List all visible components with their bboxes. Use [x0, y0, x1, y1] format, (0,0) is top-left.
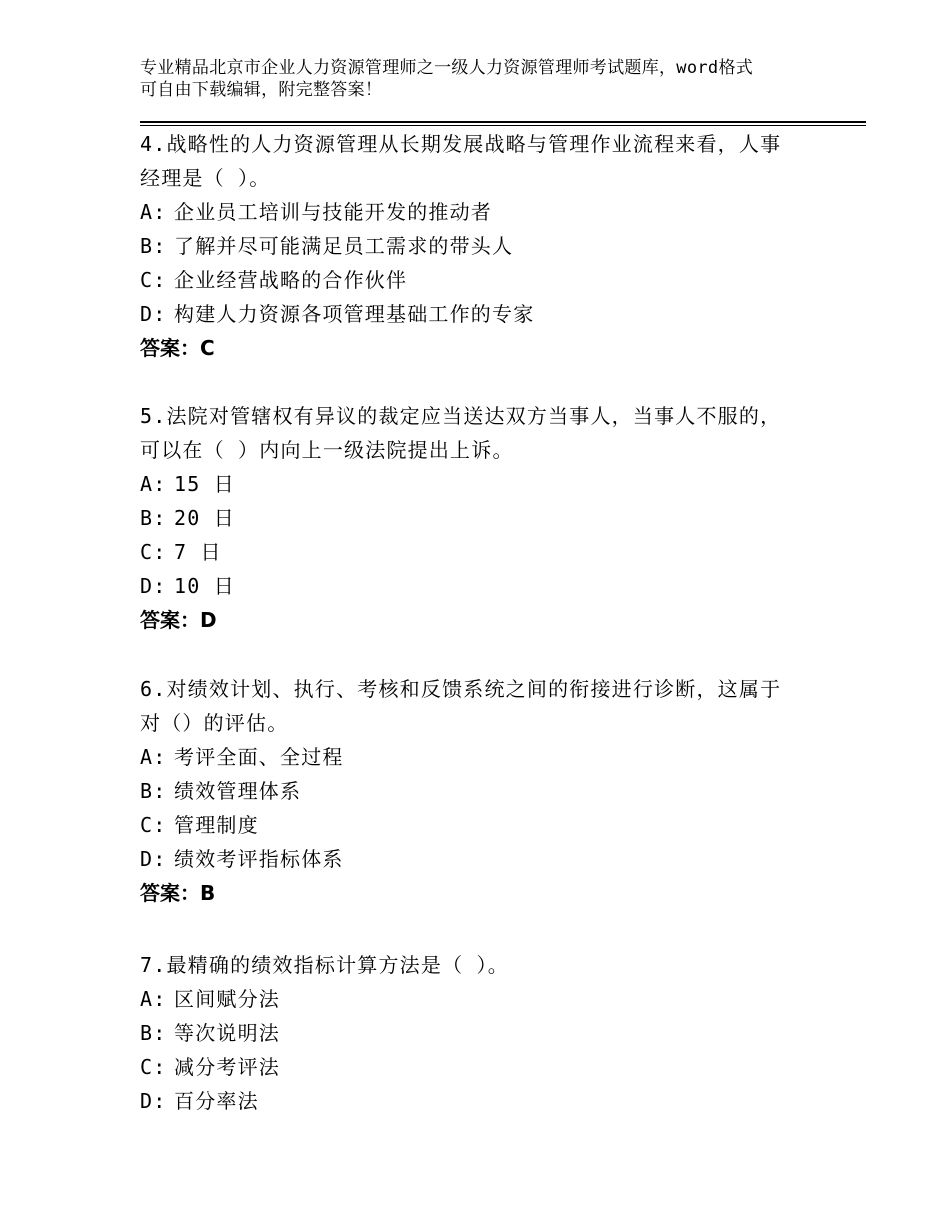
- option-a: [140, 740, 820, 774]
- option-letter: A:: [140, 987, 167, 1011]
- question-stem-line: 可以在（ ）内向上一级法院提出上诉。: [140, 438, 514, 462]
- answer-label: 答案：B: [140, 881, 216, 905]
- option-text: 企业员工培训与技能开发的推动者: [174, 200, 492, 224]
- option-letter: A:: [140, 472, 167, 496]
- page-header: [140, 57, 840, 101]
- option-letter: B:: [140, 234, 167, 258]
- option-text: 绩效考评指标体系: [174, 847, 344, 871]
- option-letter: C:: [140, 1055, 167, 1079]
- option-text: 减分考评法: [174, 1055, 280, 1079]
- option-b: [140, 774, 820, 808]
- option-text: 10 日: [174, 574, 235, 598]
- option-letter: C:: [140, 540, 167, 564]
- question-4: [140, 127, 820, 365]
- option-letter: D:: [140, 574, 167, 598]
- question-stem-line: 7.最精确的绩效指标计算方法是（ ）。: [140, 953, 509, 977]
- option-letter: A:: [140, 745, 167, 769]
- option-a: [140, 982, 820, 1016]
- question-stem-line: 4.战略性的人力资源管理从长期发展战略与管理作业流程来看，人事: [140, 132, 782, 156]
- question-stem-line: 经理是（ ）。: [140, 166, 271, 190]
- option-d: [140, 297, 820, 331]
- option-letter: A:: [140, 200, 167, 224]
- option-text: 15 日: [174, 472, 235, 496]
- question-6: [140, 672, 820, 910]
- option-c: [140, 1050, 820, 1084]
- option-b: [140, 1016, 820, 1050]
- option-text: 考评全面、全过程: [174, 745, 344, 769]
- option-c: [140, 263, 820, 297]
- option-c: [140, 535, 820, 569]
- option-a: [140, 467, 820, 501]
- option-letter: C:: [140, 268, 167, 292]
- option-text: 管理制度: [174, 813, 259, 837]
- option-text: 百分率法: [174, 1089, 259, 1113]
- question-5: [140, 399, 820, 637]
- option-letter: D:: [140, 847, 167, 871]
- option-letter: B:: [140, 779, 167, 803]
- header-line-1: 专业精品北京市企业人力资源管理师之一级人力资源管理师考试题库，word格式: [140, 58, 754, 78]
- question-7: [140, 948, 820, 1118]
- option-text: 20 日: [174, 506, 235, 530]
- option-d: [140, 842, 820, 876]
- option-text: 构建人力资源各项管理基础工作的专家: [174, 302, 535, 326]
- option-letter: D:: [140, 302, 167, 326]
- option-letter: D:: [140, 1089, 167, 1113]
- option-text: 区间赋分法: [174, 987, 280, 1011]
- option-a: [140, 195, 820, 229]
- question-stem-line: 6.对绩效计划、执行、考核和反馈系统之间的衔接进行诊断，这属于: [140, 677, 782, 701]
- option-text: 了解并尽可能满足员工需求的带头人: [174, 234, 514, 258]
- header-line-2: 可自由下载编辑，附完整答案！: [140, 80, 383, 100]
- answer-label: 答案：D: [140, 608, 217, 632]
- option-letter: C:: [140, 813, 167, 837]
- option-d: [140, 569, 820, 603]
- option-letter: B:: [140, 506, 167, 530]
- question-stem-line: 对（）的评估。: [140, 711, 289, 735]
- option-b: [140, 501, 820, 535]
- header-divider-thin: [140, 125, 866, 126]
- option-d: [140, 1084, 820, 1118]
- option-text: 绩效管理体系: [174, 779, 302, 803]
- option-letter: B:: [140, 1021, 167, 1045]
- option-text: 等次说明法: [174, 1021, 280, 1045]
- answer-label: 答案：C: [140, 336, 215, 360]
- option-b: [140, 229, 820, 263]
- option-text: 7 日: [174, 540, 222, 564]
- header-divider-thick: [140, 121, 866, 123]
- question-stem-line: 5.法院对管辖权有异议的裁定应当送达双方当事人，当事人不服的，: [140, 404, 782, 428]
- option-c: [140, 808, 820, 842]
- option-text: 企业经营战略的合作伙伴: [174, 268, 408, 292]
